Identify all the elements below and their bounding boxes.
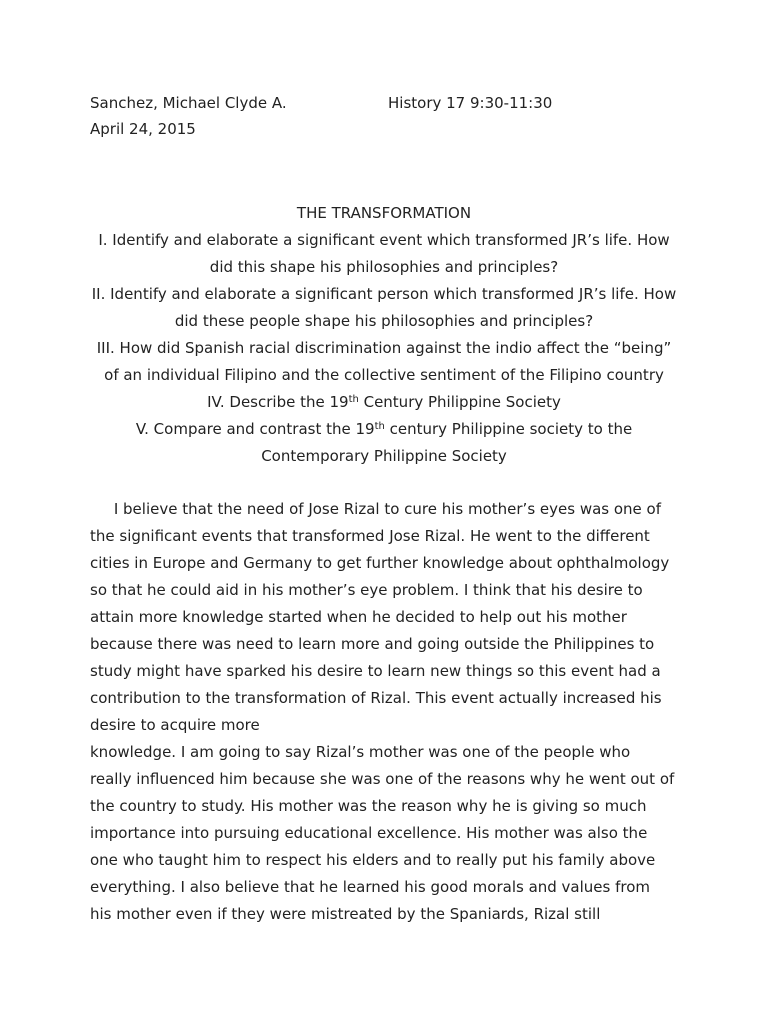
essay-line: I believe that the need of Jose Rizal to cure his mother’s eyes was one of	[90, 500, 662, 518]
question-4-text-end: Century Philippine Society	[358, 393, 561, 411]
essay-line: the significant events that transformed Jose Rizal. He went to the different	[90, 527, 650, 545]
ordinal-superscript: th	[348, 394, 359, 405]
document-title: THE TRANSFORMATION	[296, 204, 472, 222]
ordinal-superscript: th	[374, 421, 385, 432]
essay-line: attain more knowledge started when he decided to help out his mother	[90, 608, 627, 626]
author-name: Sanchez, Michael Clyde A.	[90, 94, 287, 112]
essay-line: importance into pursuing educational excellence. His mother was also the	[90, 824, 648, 842]
question-5-line-1	[60, 416, 708, 443]
essay-line: everything. I also believe that he learned his good morals and values from	[90, 878, 651, 896]
essay-line: really influenced him because she was one of the reasons why he went out of	[90, 770, 675, 788]
question-5-line-2: Contemporary Philippine Society	[261, 447, 507, 465]
essay-body	[90, 496, 690, 928]
question-4-text: IV. Describe the 19	[207, 393, 349, 411]
essay-line: study might have sparked his desire to learn new things so this event had a	[90, 662, 661, 680]
question-5-text-end: century Philippine society to the	[384, 420, 633, 438]
essay-line: one who taught him to respect his elders and to really put his family above	[90, 851, 656, 869]
question-2-line-2: did these people shape his philosophies and principles?	[174, 312, 594, 330]
essay-line: so that he could aid in his mother’s eye problem. I think that his desire to	[90, 581, 643, 599]
essay-line: his mother even if they were mistreated by the Spaniards, Rizal still	[90, 905, 601, 923]
essay-line: contribution to the transformation of Rizal. This event actually increased his	[90, 689, 662, 707]
essay-line: the country to study. His mother was the reason why he is giving so much	[90, 797, 647, 815]
questions-block	[60, 200, 708, 470]
question-3-line-2: of an individual Filipino and the collective sentiment of the Filipino country	[104, 366, 664, 384]
essay-line: cities in Europe and Germany to get further knowledge about ophthalmology	[90, 554, 670, 572]
course-schedule: History 17 9:30-11:30	[388, 94, 553, 112]
header-row	[90, 92, 690, 114]
question-2-line-1: II. Identify and elaborate a significant person which transformed JR’s life. How	[91, 285, 677, 303]
document-date: April 24, 2015	[90, 120, 196, 138]
question-1-line-1: I. Identify and elaborate a significant event which transformed JR’s life. How	[98, 231, 670, 249]
question-5-text: V. Compare and contrast the 19	[135, 420, 375, 438]
question-4	[60, 389, 708, 416]
essay-line: desire to acquire more	[90, 716, 260, 734]
question-3-line-1: III. How did Spanish racial discrimination against the indio affect the “being”	[96, 339, 672, 357]
essay-line: because there was need to learn more and going outside the Philippines to	[90, 635, 655, 653]
essay-line: knowledge. I am going to say Rizal’s mother was one of the people who	[90, 743, 631, 761]
question-1-line-2: did this shape his philosophies and principles?	[209, 258, 559, 276]
